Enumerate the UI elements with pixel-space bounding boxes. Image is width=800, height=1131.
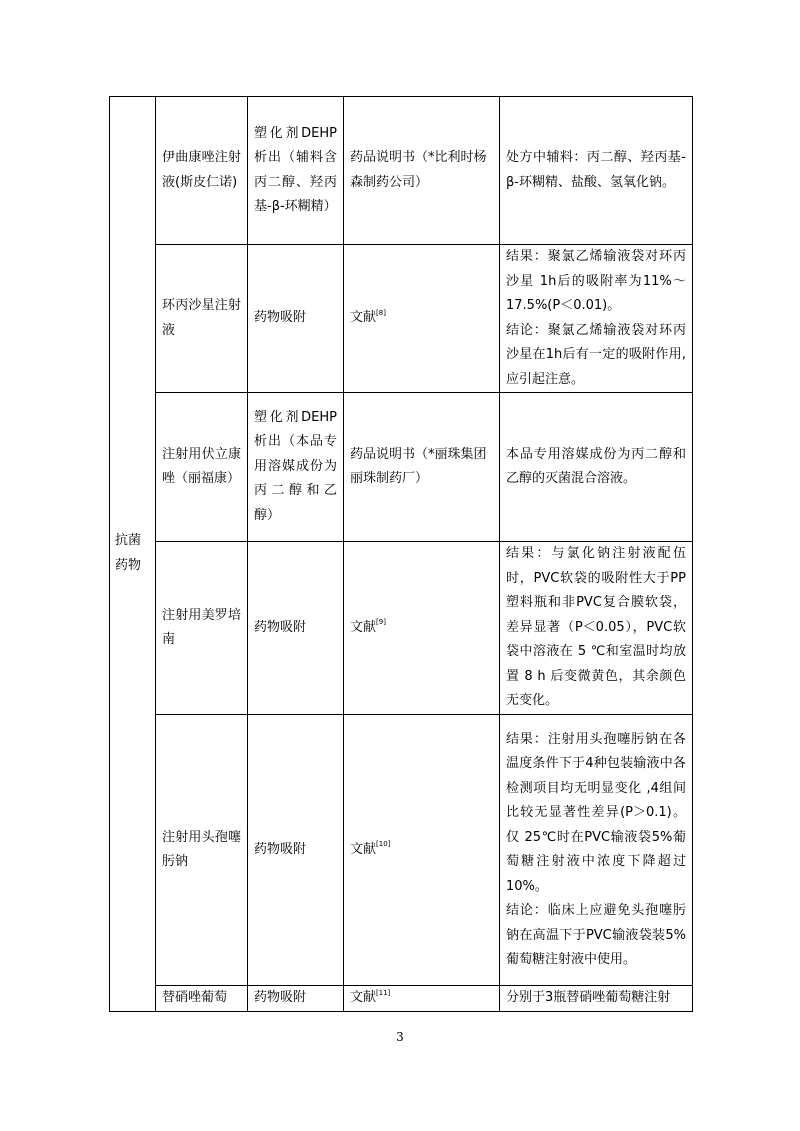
result-cell: 分别于3瓶替硝唑葡萄糖注射	[500, 986, 693, 1012]
table-row	[110, 97, 693, 245]
drug-name-cell: 伊曲康唑注射液(斯皮仁诺)	[156, 97, 248, 245]
source-cell: 文献[11]	[344, 986, 500, 1012]
result-cell: 本品专用溶媒成份为丙二醇和乙醇的灭菌混合溶液。	[500, 393, 693, 542]
result-cell: 结果：注射用头孢噻肟钠在各温度条件下于4种包装输液中各检测项目均无明显变化 ,4组间比较无显著性差异(P＞0.1)。仅 25℃时在PVC输液袋5%葡萄糖注射液中浓度下降超过10%。 结论：临床上应避免头孢噻肟钠在高温下于PVC输液袋装5%葡萄糖注射液中使用。	[500, 715, 693, 986]
source-cell: 药品说明书（*丽珠集团丽珠制药厂）	[344, 393, 500, 542]
drug-name-cell: 注射用美罗培南	[156, 542, 248, 715]
table-row	[110, 986, 693, 1012]
table-row	[110, 393, 693, 542]
drug-compatibility-table	[109, 96, 693, 1012]
drug-name-cell: 环丙沙星注射液	[156, 245, 248, 393]
category-label: 抗菌 药物	[115, 533, 142, 573]
result-cell: 结果：聚氯乙烯输液袋对环丙沙星 1h后的吸附率为11%～17.5%(P＜0.01)。 结论：聚氯乙烯输液袋对环丙沙星在1h后有一定的吸附作用, 应引起注意。	[500, 245, 693, 393]
result-cell: 处方中辅料：丙二醇、羟丙基-β-环糊精、盐酸、氢氧化钠。	[500, 97, 693, 245]
issue-type-cell: 药物吸附	[248, 245, 344, 393]
category-cell	[110, 97, 156, 1012]
result-cell: 结果：与氯化钠注射液配伍时，PVC软袋的吸附性大于PP塑料瓶和非PVC复合膜软袋，差异显著（P＜0.05），PVC软袋中溶液在 5 ℃和室温时均放置 8 h 后变微黄色，其余颜色无变化。	[500, 542, 693, 715]
table-row	[110, 715, 693, 986]
source-cell: 文献[10]	[344, 715, 500, 986]
issue-type-cell: 药物吸附	[248, 715, 344, 986]
page-number: 3	[396, 1030, 404, 1044]
source-cell: 文献[9]	[344, 542, 500, 715]
drug-name-cell: 注射用头孢噻肟钠	[156, 715, 248, 986]
source-cell: 药品说明书（*比利时杨森制药公司）	[344, 97, 500, 245]
table-row	[110, 245, 693, 393]
issue-type-cell: 塑化剂DEHP析出（辅料含丙二醇、羟丙基-β-环糊精）	[248, 97, 344, 245]
drug-name-cell: 替硝唑葡萄	[156, 986, 248, 1012]
issue-type-cell: 药物吸附	[248, 542, 344, 715]
issue-type-cell: 塑化剂DEHP析出（本品专用溶媒成份为丙二醇和乙醇）	[248, 393, 344, 542]
issue-type-cell: 药物吸附	[248, 986, 344, 1012]
source-cell: 文献[8]	[344, 245, 500, 393]
drug-name-cell: 注射用伏立康唑（丽福康）	[156, 393, 248, 542]
table-row	[110, 542, 693, 715]
